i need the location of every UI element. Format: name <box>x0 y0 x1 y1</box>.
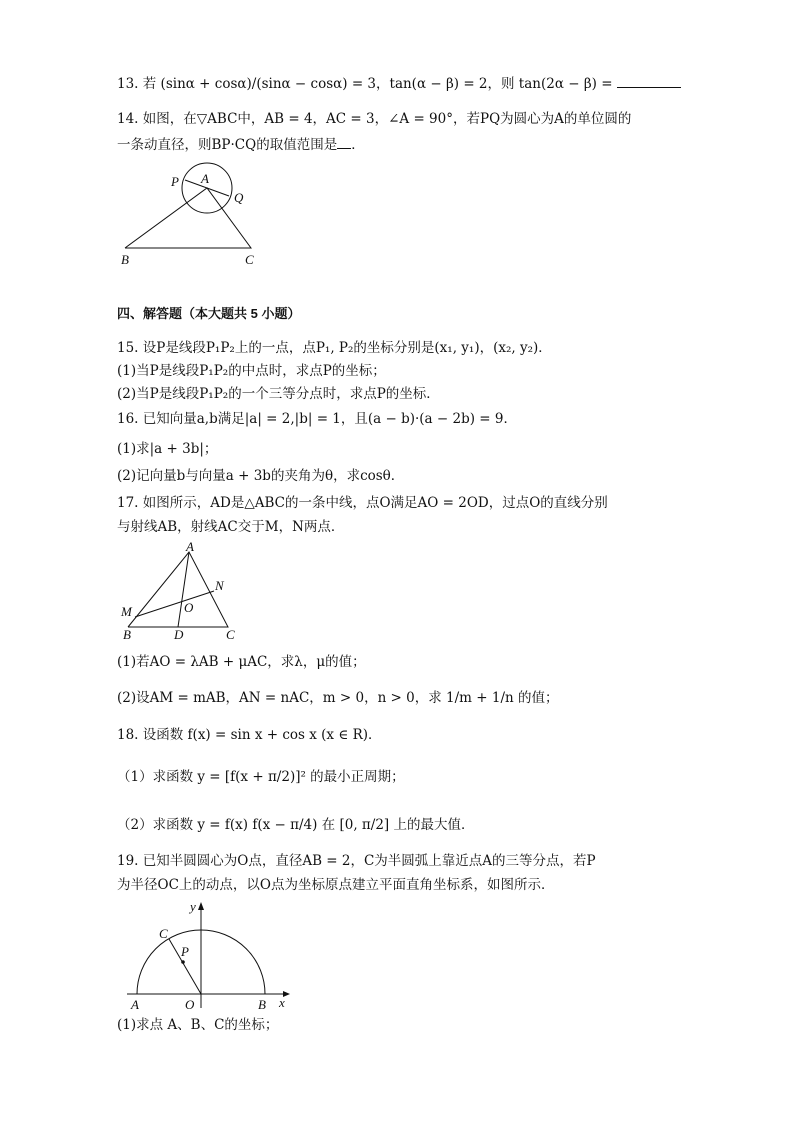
label-n: N <box>215 578 224 593</box>
label-a: A <box>131 997 139 1012</box>
label-c: C <box>226 627 235 642</box>
label-c: C <box>245 252 254 267</box>
q16-part1: (1)求|a + 3b|； <box>117 441 218 457</box>
y-axis-arrow <box>198 902 204 910</box>
label-q: Q <box>234 190 244 205</box>
label-y: y <box>190 899 196 914</box>
q19-text-line1: 19. 已知半圆圆心为O点，直径AB = 2，C为半圆弧上靠近点A的三等分点，若P <box>117 853 596 869</box>
q17-text-line1: 17. 如图所示，AD是△ABC的一条中线，点O满足AO = 2OD，过点O的直线分别 <box>117 495 608 511</box>
q16-text: 16. 已知向量a,b满足|a| = 2,|b| = 1，且(a − b)·(a − 2b) = 9． <box>117 411 517 427</box>
label-x: x <box>279 995 285 1010</box>
q14-text-line2: 一条动直径，则BP·CQ的取值范围是 ． <box>117 137 365 153</box>
label-p: P <box>171 174 179 189</box>
q19-text-line2: 为半径OC上的动点，以O点为坐标原点建立平面直角坐标系，如图所示． <box>117 877 555 893</box>
figure-q17-triangle <box>115 540 245 645</box>
answer-blank-14 <box>337 136 351 149</box>
section-heading: 四、解答题（本大题共 5 小题） <box>117 306 301 321</box>
q17-part1: (1)若AO = λAB + μAC，求λ，μ的值； <box>117 654 366 670</box>
q13-text: 13. 若 (sinα + cosα)/(sinα − cosα) = 3，tan(α − β) = 2，则 tan(2α − β) = <box>117 75 681 93</box>
q17-part2: (2)设AM = mAB，AN = nAC，m > 0，n > 0，求 1/m + 1/n 的值； <box>117 690 559 706</box>
q16-part2: (2)记向量b与向量a + 3b的夹角为θ，求cosθ． <box>117 468 405 484</box>
q18-text: 18. 设函数 f(x) = sin x + cos x (x ∈ R)． <box>117 727 382 743</box>
figure-q14-triangle-circle <box>115 160 275 270</box>
answer-blank-13 <box>617 75 681 88</box>
label-a: A <box>186 540 194 554</box>
label-o: O <box>184 600 194 615</box>
label-m: M <box>121 604 132 619</box>
label-b: B <box>258 997 266 1012</box>
q15-text: 15. 设P是线段P₁P₂上的一点，点P₁, P₂的坐标分别是(x₁, y₁)，(x₂, y₂)． <box>117 340 552 356</box>
point-p <box>181 960 185 964</box>
label-b: B <box>123 627 131 642</box>
triangle-abc <box>125 188 251 248</box>
q19-part1: (1)求点 A、B、C的坐标； <box>117 1017 279 1033</box>
label-p: P <box>181 944 189 959</box>
label-d: D <box>174 627 184 642</box>
q15-part2: (2)当P是线段P₁P₂的一个三等分点时，求点P的坐标． <box>117 386 440 402</box>
q17-text-line2: 与射线AB，射线AC交于M，N两点． <box>117 519 345 535</box>
q18-part1: （1）求函数 y = [f(x + π/2)]² 的最小正周期； <box>117 769 405 785</box>
label-c: C <box>159 926 168 941</box>
label-o: O <box>185 997 195 1012</box>
triangle-abc <box>128 552 228 627</box>
label-b: B <box>121 252 129 267</box>
q15-part1: (1)当P是线段P₁P₂的中点时，求点P的坐标； <box>117 363 386 379</box>
q18-part2: （2）求函数 y = f(x) f(x − π/4) 在 [0, π/2] 上的最大值． <box>117 817 475 833</box>
label-a: A <box>201 171 209 186</box>
q14-text-line1: 14. 如图，在▽ABC中，AB = 4，AC = 3，∠A = 90°，若PQ为圆心为A的单位圆的 <box>117 111 632 127</box>
figure-q19-semicircle <box>115 898 300 1013</box>
